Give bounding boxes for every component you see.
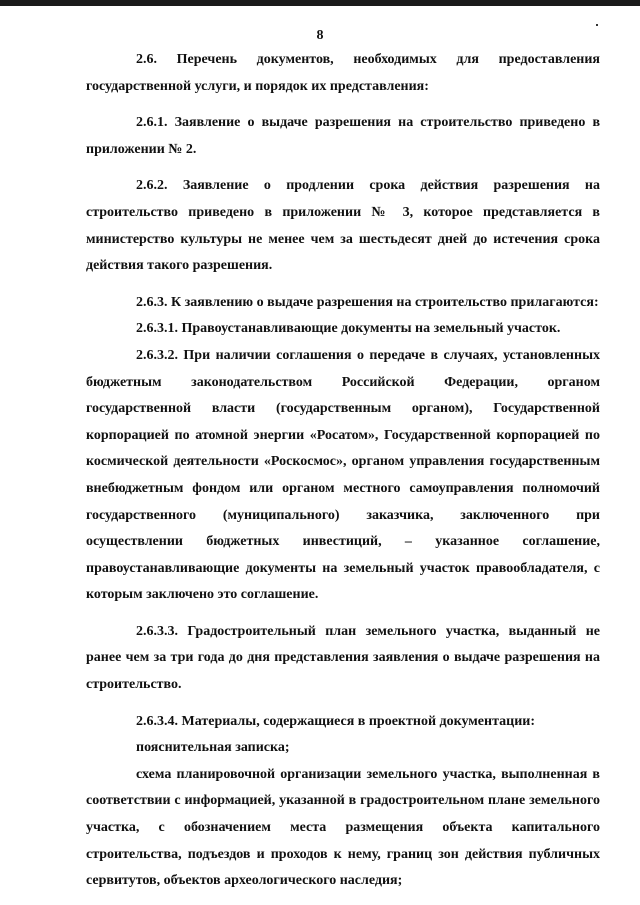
paragraph-2-6-1: 2.6.1. Заявление о выдаче разрешения на строительство приведено в приложении № 2. — [86, 115, 600, 157]
paragraph-2-6: 2.6. Перечень документов, необходимых для предоставления государственной услуги, и порядок их представления: — [86, 52, 600, 94]
paragraph-2-6-3-2: 2.6.3.2. При наличии соглашения о передаче в случаях, установленных бюджетным законодательством Российской Федерации, органом государственной власти (государственным органом), Государственной корпорацией по атомной энергии «Росатом», Государственной корпорацией по космической деятельности «Роскосмос», органом управления государственным внебюджетным фондом или органом местного самоуправления полномочий государственного (муниципального) заказчика, заключенного при осуществлении бюджетных инвестиций, – указанное соглашение, правоустанавливающие документы на земельный участок правообладателя, с которым заключено это соглашение. — [86, 347, 600, 603]
paragraph-2-6-3-1: 2.6.3.1. Правоустанавливающие документы на земельный участок. — [136, 321, 561, 337]
paragraph-2-6-2: 2.6.2. Заявление о продлении срока действия разрешения на строительство приведено в приложении № 3, которое представляется в министерство культуры не менее чем за шестьдесят дней до истечения срока действия такого разрешения. — [86, 178, 600, 274]
list-item-explanatory-note: пояснительная записка; — [136, 740, 290, 756]
top-border-line — [0, 0, 640, 6]
paragraph-2-6-3-4: 2.6.3.4. Материалы, содержащиеся в проектной документации: — [136, 713, 535, 729]
document-body — [86, 47, 600, 905]
page-number: 8 — [316, 28, 324, 43]
paragraph-2-6-3: 2.6.3. К заявлению о выдаче разрешения на строительство прилагаются: — [136, 294, 599, 310]
scan-speck — [596, 24, 598, 26]
paragraph-2-6-3-3: 2.6.3.3. Градостроительный план земельного участка, выданный не ранее чем за три года до дня представления заявления о выдаче разрешения на строительство. — [86, 623, 600, 693]
list-item-site-plan-scheme: схема планировочной организации земельного участка, выполненная в соответствии с информацией, указанной в градостроительном плане земельного участка, с обозначением места размещения объекта капитального строительства, подъездов и проходов к нему, границ зон действия публичных сервитутов, объектов археологического наследия; — [86, 766, 600, 889]
